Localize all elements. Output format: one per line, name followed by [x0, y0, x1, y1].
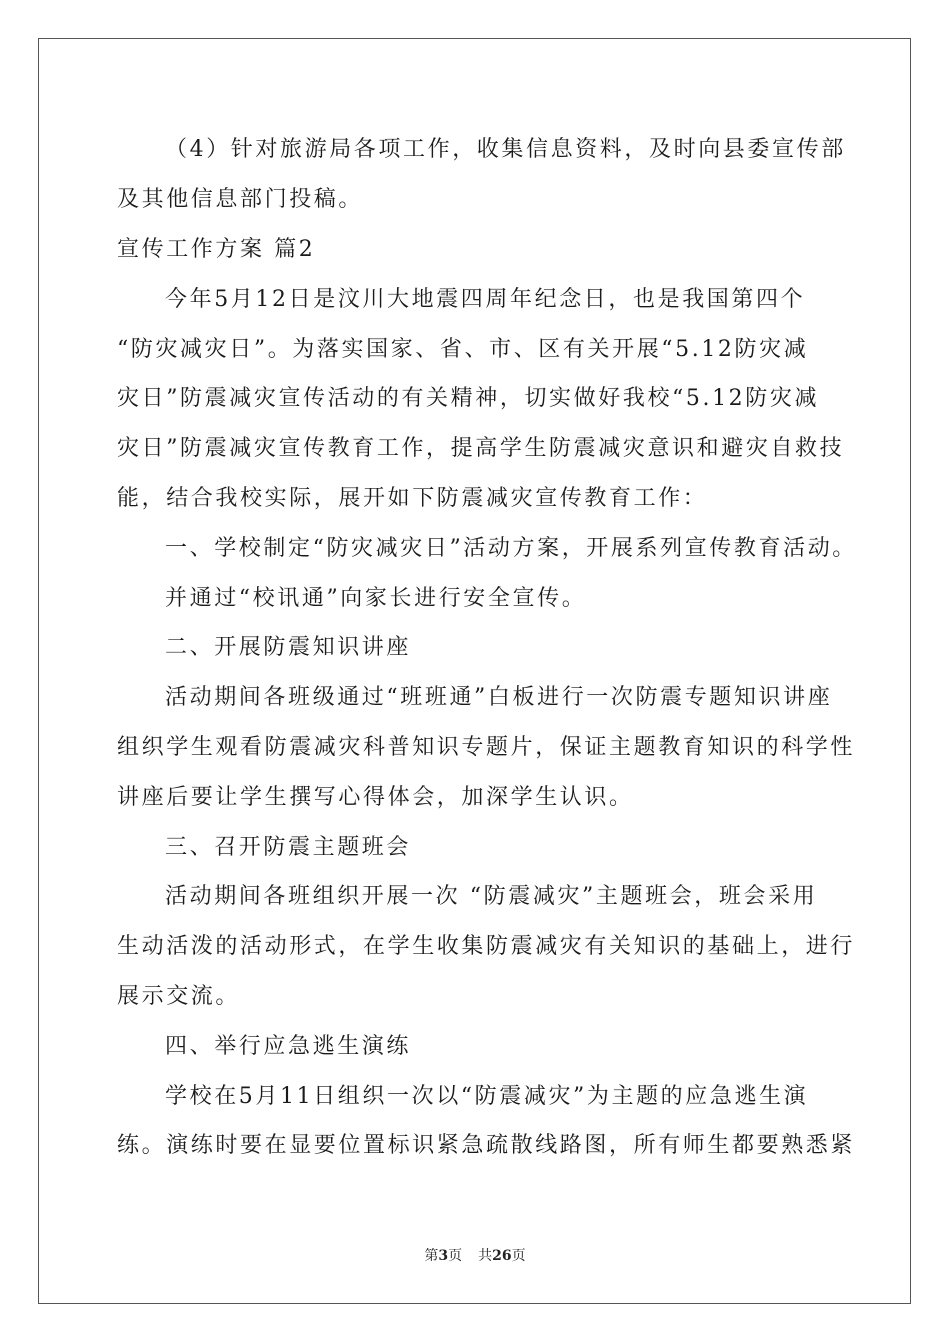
paragraph-line: 并通过“校讯通”向家长进行安全宣传。 — [165, 586, 587, 611]
paragraph-line: 及其他信息部门投稿。 — [117, 187, 364, 212]
paragraph-line: 讲座后要让学生撰写心得体会，加深学生认识。 — [117, 785, 634, 810]
paragraph-line: 活动期间各班组织开展一次 “防震减灾”主题班会，班会采用 — [165, 884, 818, 909]
footer-total-pages: 26 — [492, 1248, 512, 1264]
footer-total-prefix: 共 — [478, 1248, 493, 1264]
paragraph-line: 今年5月12日是汶川大地震四周年纪念日，也是我国第四个 — [165, 287, 806, 312]
paragraph-line: 练。演练时要在显要位置标识紧急疏散线路图，所有师生都要熟悉紧 — [117, 1133, 856, 1158]
footer-page-label: 页 — [448, 1248, 463, 1264]
paragraph-line: 能，结合我校实际，展开如下防震减灾宣传教育工作： — [117, 486, 708, 511]
paragraph-line: 灾日”防震减灾宣传活动的有关精神，切实做好我校“5.12防灾减 — [117, 386, 820, 411]
footer-current-page: 3 — [438, 1248, 449, 1264]
paragraph-line: 灾日”防震减灾宣传教育工作，提高学生防震减灾意识和避灾自救技 — [117, 436, 845, 461]
subheading: 四、举行应急逃生演练 — [165, 1034, 412, 1059]
subheading: 二、开展防震知识讲座 — [165, 635, 412, 660]
paragraph-line: 生动活泼的活动形式，在学生收集防震减灾有关知识的基础上，进行 — [117, 934, 856, 959]
paragraph-line: 一、学校制定“防灾减灾日”活动方案，开展系列宣传教育活动。 — [165, 536, 857, 561]
paragraph-line: 活动期间各班级通过“班班通”白板进行一次防震专题知识讲座 — [165, 685, 833, 710]
subheading: 三、召开防震主题班会 — [165, 835, 412, 860]
section-heading: 宣传工作方案 篇2 — [117, 237, 316, 262]
paragraph-line: （4）针对旅游局各项工作，收集信息资料，及时向县委宣传部 — [165, 137, 846, 162]
paragraph-line: 展示交流。 — [117, 984, 241, 1009]
paragraph-line: 学校在5月11日组织一次以“防震减灾”为主题的应急逃生演 — [165, 1084, 809, 1109]
paragraph-line: 组织学生观看防震减灾科普知识专题片，保证主题教育知识的科学性 — [117, 735, 856, 760]
footer-total-suffix: 页 — [511, 1248, 526, 1264]
footer-prefix: 第 — [424, 1248, 439, 1264]
page-footer — [0, 1248, 950, 1264]
page-frame — [38, 38, 911, 1304]
paragraph-line: “防灾减灾日”。为落实国家、省、市、区有关开展“5.12防灾减 — [117, 337, 809, 362]
